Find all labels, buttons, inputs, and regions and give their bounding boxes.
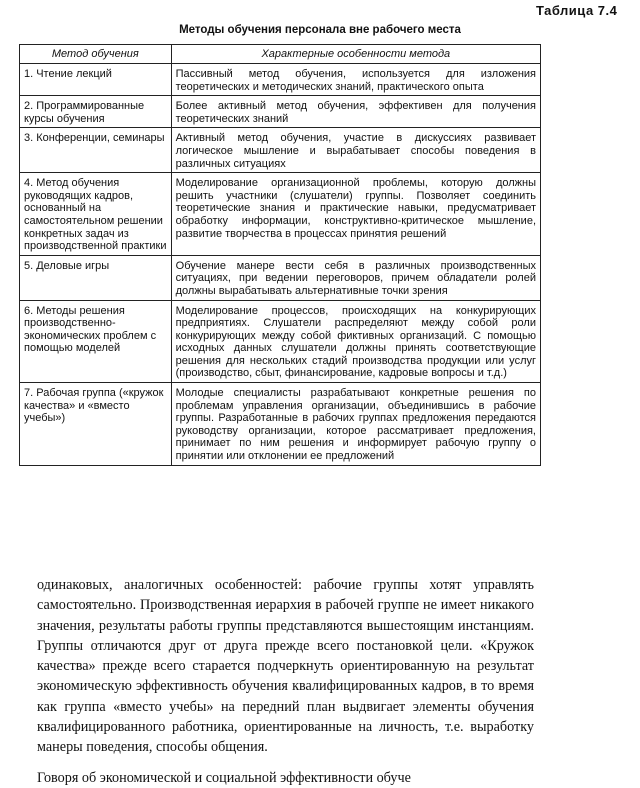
features-cell: Активный метод обучения, участие в дискуссиях развивает логическое мышление и вырабатывает способы поведения в различных ситуациях [171, 128, 540, 173]
method-cell: 4. Метод обучения руководящих кадров, основанный на самостоятельном решении конкретных задач из производственной практики [20, 173, 172, 256]
table-title: Методы обучения персонала вне рабочего места [179, 24, 461, 36]
method-cell: 2. Программированные курсы обучения [20, 96, 172, 128]
table-row [20, 255, 541, 300]
table-row [20, 64, 541, 96]
table-row [20, 173, 541, 256]
cut-off-line: Говоря об экономической и социальной эффективности обуче [37, 770, 411, 786]
method-cell: 7. Рабочая группа («кружок качества» и «вместо учебы») [20, 383, 172, 466]
methods-table [19, 44, 541, 466]
features-cell: Моделирование организационной проблемы, которую должны решить участники (слушатели) группы. Позволяет соединить теоретические знания и практические навыки, предусматривает обработку информации, конструктивно-критическое мышление, развитие творчества в процессах принятия решений [171, 173, 540, 256]
table-row [20, 128, 541, 173]
features-cell: Более активный метод обучения, эффективен для получения теоретических знаний [171, 96, 540, 128]
method-cell: 1. Чтение лекций [20, 64, 172, 96]
method-cell: 6. Методы решения производственно-экономических проблем с помощью моделей [20, 300, 172, 383]
method-cell: 3. Конференции, семинары [20, 128, 172, 173]
features-cell: Моделирование процессов, происходящих на конкурирующих предприятиях. Слушатели распределяют между собой роли конкурирующих между собой фиктивных организаций. С помощью исходных данных слушатели должны принять соответствующие решения для нескольких стадий производства продукции или услуг (производство, сбыт, финансирование, кадровые вопросы и т.д.) [171, 300, 540, 383]
column-header-method: Метод обучения [20, 45, 172, 64]
body-paragraph: одинаковых, аналогичных особенностей: рабочие группы хотят управлять самостоятельно. Производственная иерархия в рабочей группе не имеет никакого значения, результаты работы группы представляются вышестоящим инстанциям. Группы отличаются друг от друга прежде всего постановкой цели. «Кружок качества» прежде всего старается подчеркнуть ориентированную на результат экономическую эффективность обучения квалифицированных кадров, в то время как группа «вместо учебы» на передний план выдвигает элементы обучения квалифицированного работника, ориентированные на личность, т.е. выработку манеры поведения, способы общения. [37, 577, 534, 756]
column-header-features: Характерные особенности метода [171, 45, 540, 64]
table-row [20, 96, 541, 128]
table-header-row [20, 45, 541, 64]
table-number: Таблица 7.4 [536, 3, 618, 18]
method-cell: 5. Деловые игры [20, 255, 172, 300]
table-row [20, 300, 541, 383]
features-cell: Молодые специалисты разрабатывают конкретные решения по проблемам управления организации, объединившись в рабочие группы. Разработанные в рабочих группах предложения передаются руководству организации, которое рассматривает предложения, принимает по ним решения и информирует рабочую группу о принятии или отклонении ее предложений [171, 383, 540, 466]
features-cell: Пассивный метод обучения, используется для изложения теоретических и методических знаний, практического опыта [171, 64, 540, 96]
table-row [20, 383, 541, 466]
features-cell: Обучение манере вести себя в различных производственных ситуациях, при ведении переговоров, причем обладатели ролей должны вырабатывать альтернативные точки зрения [171, 255, 540, 300]
